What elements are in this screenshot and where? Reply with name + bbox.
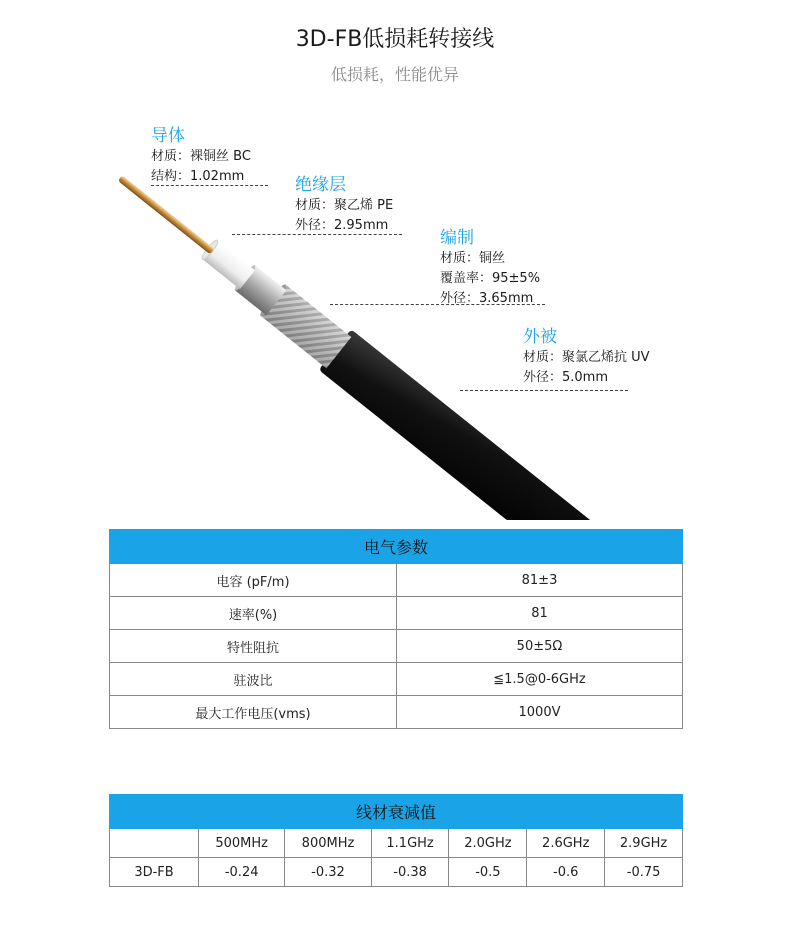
param-value: 81 [397,597,683,630]
conductor-structure: 结构：1.02mm [151,169,245,184]
column-header [110,829,199,858]
table-row [110,630,683,663]
braid-material: 材质：铜丝 [440,251,506,266]
param-label: 特性阻抗 [110,630,397,663]
conductor-leader-line [151,185,268,186]
insulation-leader-line [232,234,402,235]
braid-heading: 编制 [440,228,474,248]
braid-coverage: 覆盖率：95±5% [440,271,541,286]
param-label: 驻波比 [110,663,397,696]
conductor-heading: 导体 [151,126,185,146]
column-header: 1.1GHz [371,829,449,858]
param-value: 81±3 [397,564,683,597]
jacket-leader-line [460,390,628,391]
callout-jacket [523,326,650,388]
table-row [110,597,683,630]
page-subtitle: 低损耗，性能优异 [330,65,459,84]
attenuation-value: -0.75 [605,858,683,887]
callout-conductor [151,125,251,187]
braid-diameter: 外径：3.65mm [440,291,534,306]
column-header: 2.0GHz [449,829,527,858]
electrical-table-header: 电气参数 [110,530,683,564]
page-title: 3D-FB低损耗转接线 [295,27,495,52]
table-header-row [110,829,683,858]
jacket-heading: 外被 [523,327,557,347]
callout-insulation [295,174,393,236]
param-label: 速率(%) [110,597,397,630]
column-header: 500MHz [199,829,285,858]
column-header: 2.9GHz [605,829,683,858]
conductor-material: 材质：裸铜丝 BC [151,149,251,164]
jacket-diameter: 外径：5.0mm [523,370,609,385]
jacket-material: 材质：聚氯乙烯抗 UV [523,350,650,365]
attenuation-table [109,794,683,887]
insulation-diameter: 外径：2.95mm [295,218,389,233]
braid-leader-line [330,304,545,305]
param-value: 1000V [397,696,683,729]
attenuation-table-header: 线材衰减值 [110,795,683,829]
table-row [110,663,683,696]
column-header: 800MHz [285,829,371,858]
param-value: 50±5Ω [397,630,683,663]
table-row [110,564,683,597]
table-row [110,696,683,729]
model-cell: 3D-FB [110,858,199,887]
param-label: 最大工作电压(vms) [110,696,397,729]
attenuation-value: -0.5 [449,858,527,887]
column-header: 2.6GHz [527,829,605,858]
param-value: ≦1.5@0-6GHz [397,663,683,696]
attenuation-value: -0.38 [371,858,449,887]
conductor-layer [118,175,215,254]
table-row [110,858,683,887]
insulation-material: 材质：聚乙烯 PE [295,198,394,213]
callout-braid [440,227,540,309]
attenuation-value: -0.32 [285,858,371,887]
insulation-heading: 绝缘层 [295,175,346,195]
electrical-parameters-table [109,529,683,729]
param-label: 电容 (pF/m) [110,564,397,597]
attenuation-value: -0.24 [199,858,285,887]
attenuation-value: -0.6 [527,858,605,887]
